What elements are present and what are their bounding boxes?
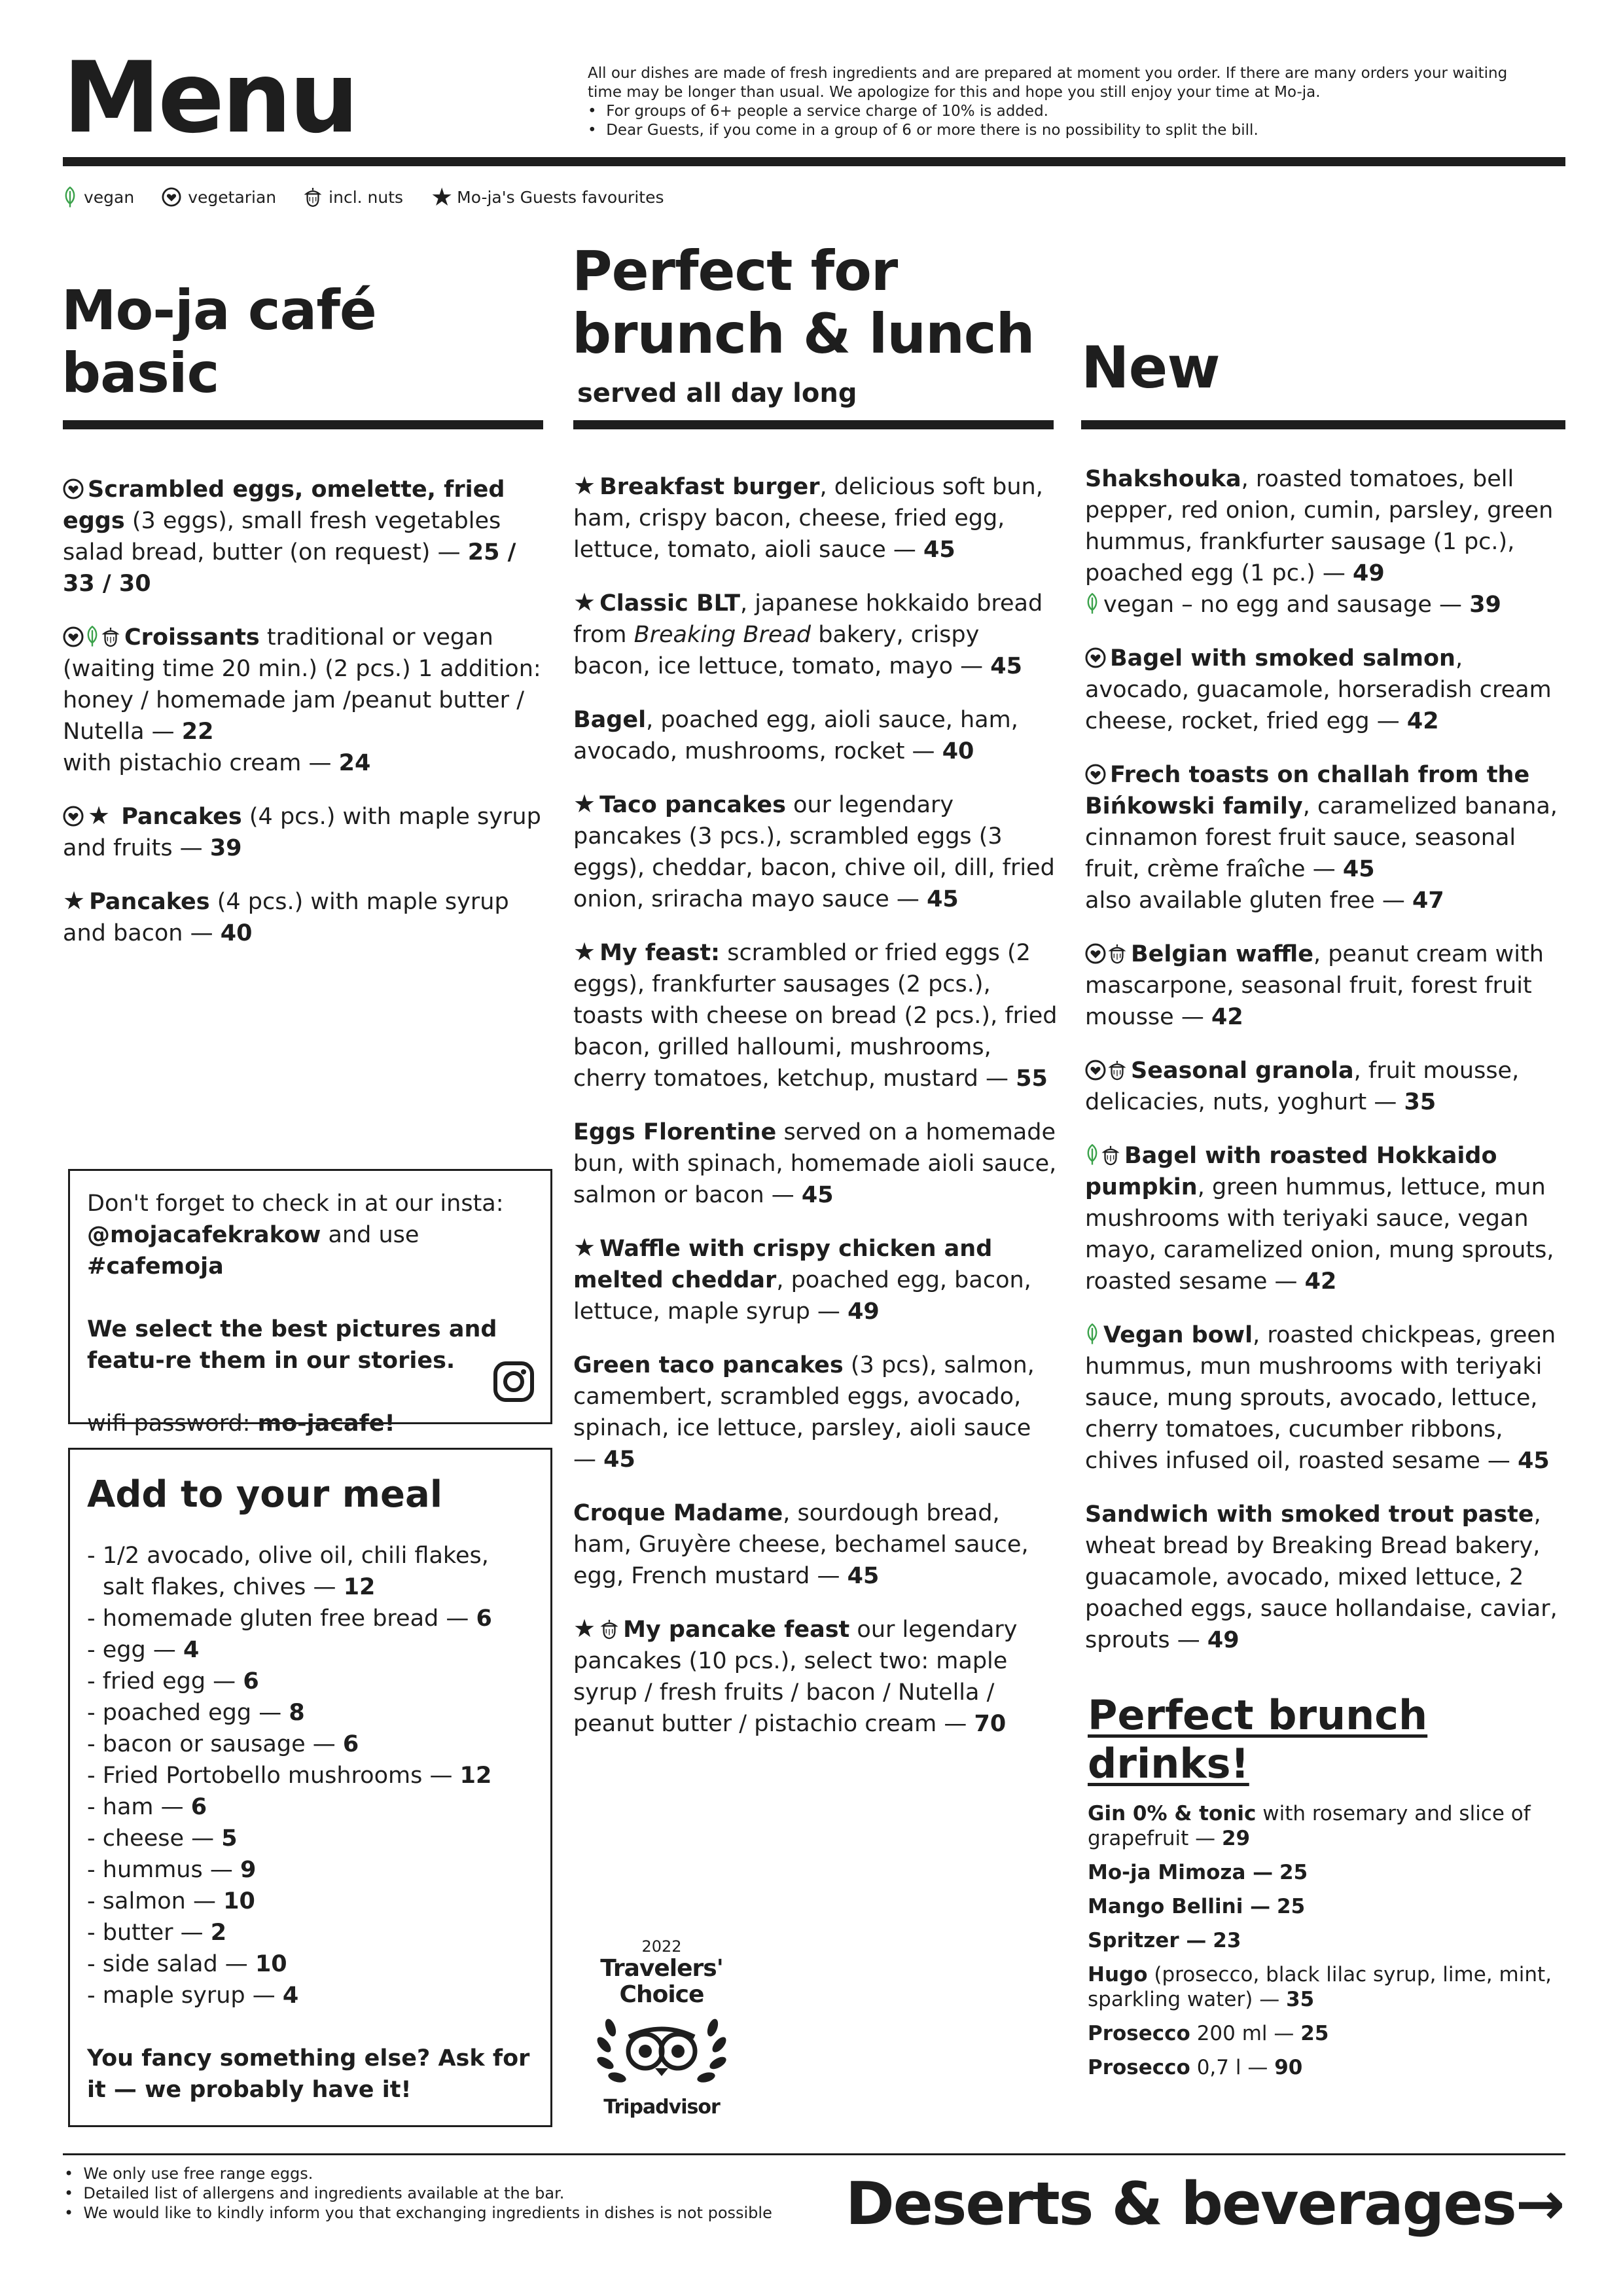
vegetarian-icon [1085, 647, 1106, 668]
favourite-star-icon: ★ [573, 937, 596, 966]
list-item: - maple syrup — 4 [87, 1982, 299, 2009]
badge-title: Travelers' Choice [600, 1955, 723, 2008]
new-heading: New [1081, 334, 1220, 401]
menu-item: Bagel with smoked salmon, avocado, guacamole, horseradish cream cheese, rocket, fried egg — 42 [1085, 645, 1552, 734]
list-item: - poached egg — 8 [87, 1700, 305, 1726]
menu-item: Vegan bowl, roasted chickpeas, green hummus, mun mushrooms with teriyaki sauce, mung sprouts, avocado, lettuce, cherry tomatoes, cucumber ribbons, chives infused oil, roasted sesame — 45 [1085, 1322, 1556, 1474]
menu-item: ★ My feast: scrambled or fried eggs (2 eggs), frankfurter sausages (2 pcs.), toasts with cheese on bread (2 pcs.), fried bacon, grilled halloumi, mushrooms, cherry tomatoes, ketchup, mustard — 55 [573, 937, 1058, 1092]
basic-heading: Mo-ja café basic [62, 278, 376, 405]
vegetarian-icon [63, 626, 84, 647]
arrow-right-icon: → [1515, 2170, 1564, 2238]
legend-vegetarian: vegetarian [162, 187, 276, 207]
footnote: • We only use free range eggs. [64, 2164, 313, 2183]
drinks-list [1088, 1801, 1565, 2089]
insta-feature-text: We select the best pictures and featu-re them in our stories. [87, 1316, 497, 1374]
tripadvisor-owl-icon [590, 2008, 734, 2093]
menu-item: Croissants traditional or vegan (waiting time 20 min.) (2 pcs.) 1 addition: honey / homemade jam /peanut butter / Nutella — 22 with pistachio cream — 24 [63, 624, 541, 776]
nuts-icon [1107, 943, 1127, 964]
list-item: - cheese — 5 [87, 1825, 238, 1852]
next-page-label: Deserts & beverages [846, 2170, 1516, 2238]
add-to-meal-list [87, 1540, 533, 2011]
menu-item: ★ Taco pancakes our legendary pancakes (3 pcs.), scrambled eggs (3 eggs), cheddar, bacon, chive oil, dill, fried onion, sriracha mayo sauce — 45 [573, 789, 1055, 912]
tripadvisor-badge [586, 1937, 737, 2119]
vegan-icon [1085, 592, 1099, 615]
vegetarian-icon [1085, 764, 1106, 785]
legend-vegan: vegan [63, 186, 134, 208]
nuts-icon [1107, 1060, 1127, 1081]
vegetarian-icon [1085, 943, 1106, 964]
menu-item: ★ My pancake feast our legendary pancakes (10 pcs.), select two: maple syrup / fresh fruits / bacon / Nutella / peanut butter / pistachio cream — 70 [573, 1614, 1018, 1737]
drink-item: Mo-ja Mimoza — 25 [1088, 1861, 1308, 1884]
brunch-subheading: served all day long [577, 378, 857, 408]
vegetarian-icon [162, 187, 181, 207]
new-column [1085, 463, 1569, 1678]
vegetarian-icon [63, 478, 84, 499]
vegetarian-icon [1085, 1060, 1106, 1081]
favourite-star-icon: ★ [88, 801, 111, 830]
notice-bullet: • For groups of 6+ people a service charge of 10% is added. [588, 103, 1048, 120]
notice-bullet: • Dear Guests, if you come in a group of 6 or more there is no possibility to split the bill. [588, 122, 1258, 139]
nuts-icon [304, 187, 322, 207]
legend-nuts: incl. nuts [304, 187, 403, 207]
menu-item: Bagel, poached egg, aioli sauce, ham, avocado, mushrooms, rocket — 40 [573, 707, 1018, 764]
menu-item: ★ Waffle with crispy chicken and melted cheddar, poached egg, bacon, lettuce, maple syrup — 49 [573, 1233, 1031, 1325]
brunch-heading: Perfect for brunch & lunch [572, 239, 1035, 366]
brunch-column [573, 471, 1058, 1762]
favourite-star-icon: ★ [63, 886, 86, 915]
footnote: • We would like to kindly inform you that exchanging ingredients in dishes is not possible [64, 2204, 772, 2222]
nuts-icon [101, 626, 120, 647]
menu-item: Eggs Florentine served on a homemade bun, with spinach, homemade aioli sauce, salmon or bacon — 45 [573, 1119, 1057, 1208]
list-item: - fried egg — 6 [87, 1668, 259, 1695]
menu-item: Sandwich with smoked trout paste, wheat bread by Breaking Bread bakery, guacamole, avocado, mixed lettuce, 2 poached eggs, sauce hollandaise, caviar, sprouts — 49 [1085, 1501, 1558, 1653]
drinks-heading: Perfect brunch drinks! [1088, 1691, 1428, 1787]
drink-item: Hugo (prosecco, black lilac syrup, lime, mint, sparkling water) — 35 [1088, 1963, 1552, 2011]
page-title: Menu [63, 41, 357, 155]
wifi-line: wifi password: mo-jacafe! [87, 1410, 395, 1437]
nuts-icon [1101, 1145, 1120, 1166]
drink-item: Prosecco 200 ml — 25 [1088, 2022, 1329, 2045]
menu-item: ★ Breakfast burger, delicious soft bun, ham, crispy bacon, cheese, fried egg, lettuce, tomato, aioli sauce — 45 [573, 471, 1043, 563]
menu-item: Bagel with roasted Hokkaido pumpkin, green hummus, lettuce, mun mushrooms with teriyaki sauce, vegan mayo, caramelized onion, mung sprouts, roasted sesame — 42 [1085, 1143, 1554, 1295]
menu-item: Green taco pancakes (3 pcs), salmon, camembert, scrambled eggs, avocado, spinach, ice lettuce, parsley, aioli sauce — 45 [573, 1352, 1035, 1473]
wifi-password: mo-jacafe! [257, 1410, 395, 1437]
list-item: - 1/2 avocado, olive oil, chili flakes, salt flakes, chives — 12 [87, 1543, 489, 1600]
add-to-meal-footer: You fancy something else? Ask for it — we probably have it! [87, 2045, 530, 2103]
list-item: - homemade gluten free bread — 6 [87, 1605, 492, 1632]
insta-handle[interactable]: @mojacafekrakow [87, 1222, 321, 1248]
add-to-meal-box [68, 1448, 552, 2127]
drink-item: Mango Bellini — 25 [1088, 1895, 1306, 1918]
badge-brand: Tripadvisor [603, 2096, 720, 2119]
list-item: - hummus — 9 [87, 1857, 257, 1883]
column-divider [63, 420, 543, 429]
vegan-icon [1085, 1143, 1099, 1166]
menu-item: Scrambled eggs, omelette, fried eggs (3 eggs), small fresh vegetables salad bread, butter (on request) — 25 / 33 / 30 [63, 476, 516, 597]
list-item: - butter — 2 [87, 1920, 227, 1946]
insta-text: Don't forget to check in at our insta: @mojacafekrakow and use #cafemoja [87, 1191, 504, 1280]
menu-item: Belgian waffle, peanut cream with mascarpone, seasonal fruit, forest fruit mousse — 42 [1085, 941, 1544, 1030]
notice-text [588, 64, 1530, 140]
insta-hashtag: #cafemoja [87, 1253, 224, 1280]
footnote: • Detailed list of allergens and ingredients available at the bar. [64, 2184, 565, 2202]
list-item: - ham — 6 [87, 1794, 207, 1820]
vegan-icon [63, 186, 77, 208]
favourite-star-icon: ★ [573, 1614, 596, 1643]
list-item: - egg — 4 [87, 1637, 200, 1663]
column-divider [1081, 420, 1565, 429]
instagram-box [68, 1169, 552, 1437]
legend-favourites: ★ Mo-ja's Guests favourites [431, 183, 664, 211]
drink-item: Gin 0% & tonic with rosemary and slice of grapefruit — 29 [1088, 1802, 1531, 1850]
menu-item: Seasonal granola, fruit mousse, delicacies, nuts, yoghurt — 35 [1085, 1058, 1520, 1115]
notice-paragraph: All our dishes are made of fresh ingredients and are prepared at moment you order. If there are many orders your waiting time may be longer than usual. We apologize for this and hope you still enjoy your time at Mo-ja. [588, 65, 1508, 101]
menu-item: Frech toasts on challah from the Bińkowski family, caramelized banana, cinnamon forest fruit sauce, seasonal fruit, crème fraîche — 45 also available gluten free — 47 [1085, 762, 1558, 914]
list-item: - salmon — 10 [87, 1888, 255, 1914]
vegetarian-icon [63, 806, 84, 827]
nuts-icon [599, 1619, 619, 1640]
next-page-link[interactable] [846, 2172, 1563, 2237]
favourite-star-icon: ★ [573, 588, 596, 617]
instagram-icon[interactable] [493, 1361, 535, 1403]
basic-column [63, 474, 547, 971]
menu-item: ★ Classic BLT, japanese hokkaido bread from Breaking Bread bakery, crispy bacon, ice lettuce, tomato, mayo — 45 [573, 588, 1043, 679]
drink-item: Spritzer — 23 [1088, 1929, 1241, 1952]
column-divider [573, 420, 1054, 429]
menu-item: Croque Madame, sourdough bread, ham, Gruyère cheese, bechamel sauce, egg, French mustard — 45 [573, 1500, 1029, 1589]
favourite-star-icon: ★ [573, 1233, 596, 1262]
header-divider [63, 157, 1565, 166]
drink-item: Prosecco 0,7 l — 90 [1088, 2056, 1303, 2079]
footnotes [64, 2164, 772, 2223]
vegan-icon [85, 625, 99, 647]
legend [63, 185, 692, 209]
vegan-icon [1085, 1323, 1099, 1345]
footer-divider [63, 2153, 1565, 2155]
list-item: - side salad — 10 [87, 1951, 287, 1977]
favourite-star-icon: ★ [431, 183, 454, 211]
list-item: - bacon or sausage — 6 [87, 1731, 359, 1757]
menu-item: Shakshouka, roasted tomatoes, bell pepper, red onion, cumin, parsley, green hummus, frankfurter sausage (1 pc.), poached egg (1 pc.) — 49 vegan – no egg and sausage — 39 [1085, 466, 1554, 618]
favourite-star-icon: ★ [573, 789, 596, 818]
menu-item: ★ Pancakes (4 pcs.) with maple syrup and bacon — 40 [63, 886, 509, 946]
add-to-meal-title: Add to your meal [87, 1473, 443, 1516]
menu-item: ★ Pancakes (4 pcs.) with maple syrup and fruits — 39 [63, 801, 541, 861]
list-item: - Fried Portobello mushrooms — 12 [87, 1763, 492, 1789]
favourite-star-icon: ★ [573, 471, 596, 500]
badge-year: 2022 [641, 1937, 682, 1956]
